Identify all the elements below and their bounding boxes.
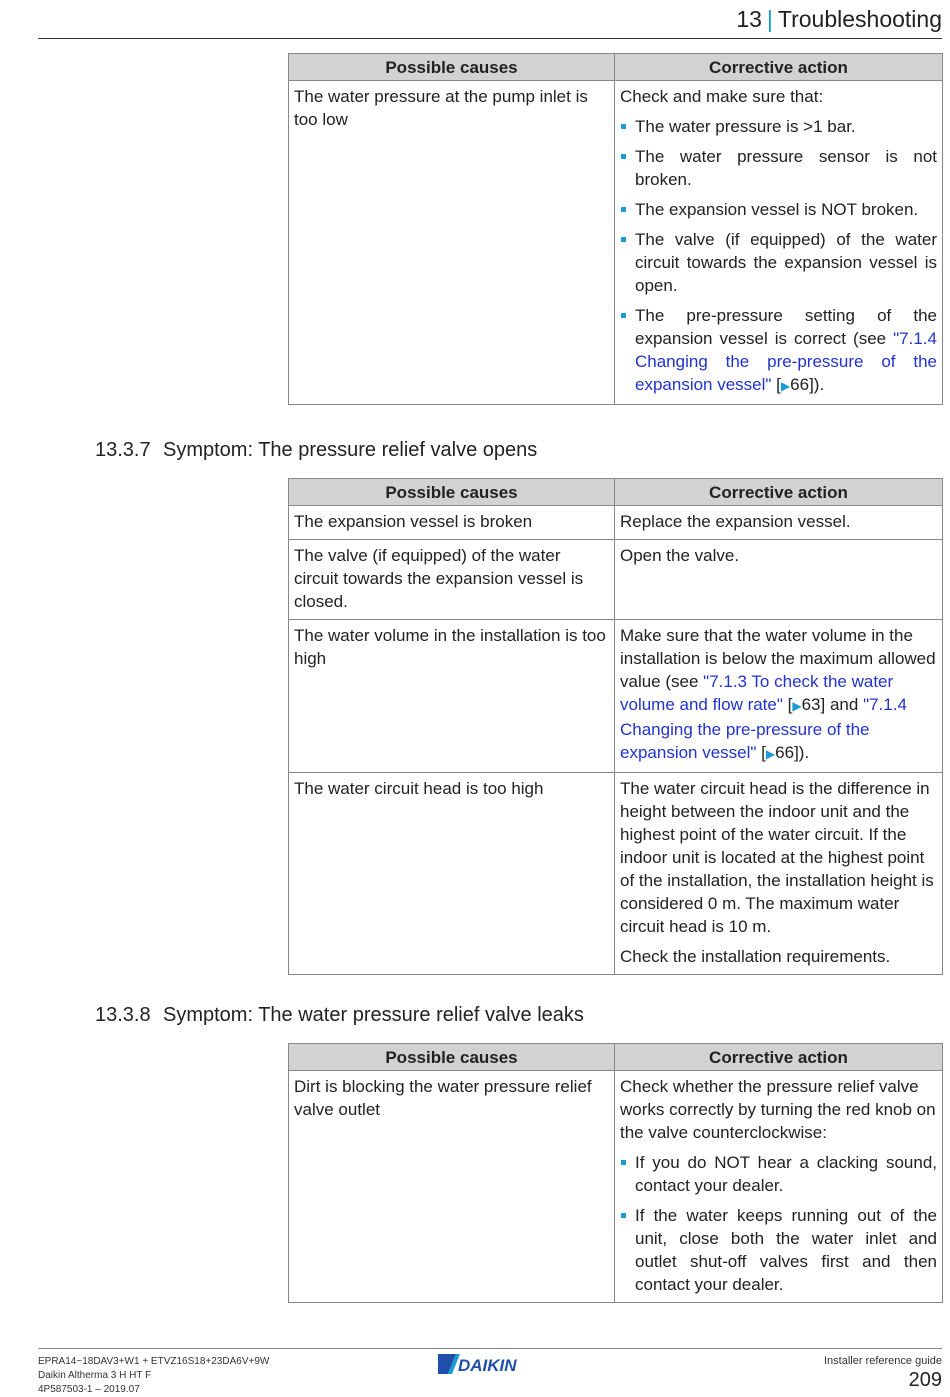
chapter-title: Troubleshooting (777, 6, 942, 32)
column-header-causes: Possible causes (289, 479, 615, 506)
column-header-action: Corrective action (615, 479, 943, 506)
list-item: If the water keeps running out of the unit, close both the water inlet and outlet shut-off valves first and then contact your dealer. (620, 1204, 937, 1296)
cause-cell: The valve (if equipped) of the water circuit towards the expansion vessel is closed. (289, 540, 615, 620)
page-footer (38, 1348, 942, 1395)
table-header-row (289, 479, 943, 506)
list-item: If you do NOT hear a clacking sound, contact your dealer. (620, 1151, 937, 1197)
document-line: 4P587503-1 – 2019.07 (38, 1384, 140, 1395)
table-row (289, 773, 943, 975)
cause-cell: The water circuit head is too high (289, 773, 615, 975)
play-arrow-icon: ▶ (765, 747, 776, 761)
section-title: Symptom: The pressure relief valve opens (163, 439, 538, 461)
list-item: The water pressure is >1 bar. (620, 115, 937, 138)
bullet-list (620, 115, 937, 398)
table-header-row (289, 1044, 943, 1071)
cause-cell: The expansion vessel is broken (289, 506, 615, 540)
cross-reference-link[interactable]: "7.1.3 To check the water volume and flow rate" (620, 672, 894, 714)
table-row (289, 506, 943, 540)
table-header-row (289, 54, 943, 81)
action-cell: The water circuit head is the difference in height between the indoor unit and the highest point of the water circuit. If the indoor unit is located at the highest point of the installation, the installation height is considered 0 m. The maximum water circuit head is 10 m. Check the installation requirements. (615, 773, 943, 975)
guide-label: Installer reference guide (823, 1355, 942, 1367)
page-reference: 63 (801, 695, 821, 714)
chapter-heading (736, 6, 942, 33)
section-heading (95, 1004, 584, 1027)
daikin-logo-text: DAIKIN (458, 1356, 517, 1375)
action-cell (615, 81, 943, 405)
action-cell (615, 1071, 943, 1303)
section-heading (95, 439, 537, 462)
footer-document-info (38, 1355, 269, 1397)
action-intro: Check and make sure that: (620, 87, 824, 106)
section-number: 13.3.7 (95, 439, 151, 461)
list-item: The water pressure sensor is not broken. (620, 145, 937, 191)
troubleshooting-table-relief-valve (288, 478, 943, 975)
page-reference: 66 (775, 743, 795, 762)
chapter-number: 13 (736, 6, 762, 32)
column-header-action: Corrective action (615, 1044, 943, 1071)
section-title: Symptom: The water pressure relief valve leaks (163, 1004, 584, 1026)
cause-cell: The water volume in the installation is too high (289, 620, 615, 773)
chapter-separator: | (766, 6, 773, 32)
page-number: 209 (908, 1369, 942, 1391)
column-header-action: Corrective action (615, 54, 943, 81)
cross-reference-link[interactable]: "7.1.4 Changing the pre-pressure of the expansion vessel" (635, 329, 937, 394)
troubleshooting-table-pump-inlet (288, 53, 943, 405)
page-reference: 66 (790, 375, 810, 394)
table-row (289, 81, 943, 405)
cause-cell: Dirt is blocking the water pressure relief valve outlet (289, 1071, 615, 1303)
column-header-causes: Possible causes (289, 1044, 615, 1071)
list-item: The pre-pressure setting of the expansion vessel is correct (see "7.1.4 Changing the pre-pressure of the expansion vessel" [▶66]). (620, 304, 937, 398)
play-arrow-icon: ▶ (792, 699, 802, 713)
table-row (289, 620, 943, 773)
action-cell: Open the valve. (615, 540, 943, 620)
list-item: The expansion vessel is NOT broken. (620, 198, 937, 221)
section-number: 13.3.8 (95, 1004, 151, 1026)
column-header-causes: Possible causes (289, 54, 615, 81)
troubleshooting-table-relief-valve-leak (288, 1043, 943, 1303)
action-cell: Make sure that the water volume in the installation is below the maximum allowed value (see "7.1.3 To check the water volume and flow rate" [▶63] and "7.1.4 Changing the pre-pressure of the expansion vessel" [▶66]). (615, 620, 943, 773)
table-row (289, 540, 943, 620)
bullet-list (620, 1151, 937, 1296)
cause-cell: The water pressure at the pump inlet is too low (289, 81, 615, 405)
play-arrow-icon: ▶ (780, 379, 791, 393)
cross-reference-link[interactable]: "7.1.4 Changing the pre-pressure of the expansion vessel" (620, 695, 907, 762)
page-header (38, 0, 942, 39)
action-intro: Check whether the pressure relief valve works correctly by turning the red knob on the valve counterclockwise: (620, 1077, 936, 1142)
model-line: EPRA14~18DAV3+W1 + ETVZ16S18+23DA6V+9W (38, 1356, 270, 1367)
table-row (289, 1071, 943, 1303)
list-item: The valve (if equipped) of the water circuit towards the expansion vessel is open. (620, 228, 937, 297)
daikin-logo (436, 1352, 546, 1376)
action-cell: Replace the expansion vessel. (615, 506, 943, 540)
product-line: Daikin Altherma 3 H HT F (38, 1370, 152, 1381)
